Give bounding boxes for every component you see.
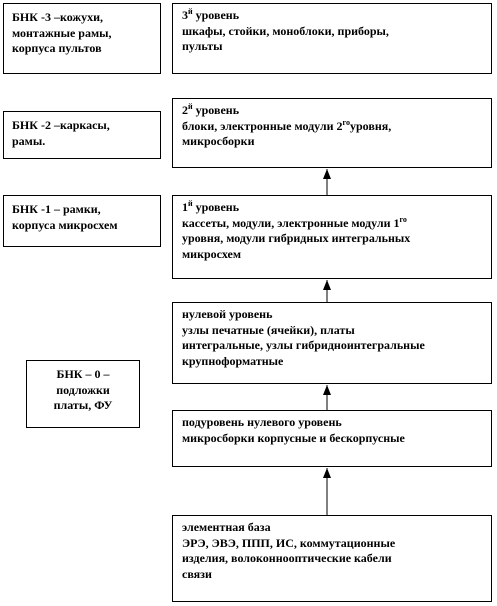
arrowhead-sublevel0-to-level0 [323,385,331,395]
level0-line-1: нулевой уровень [182,307,273,321]
bnk1-line-2: корпуса микросхем [12,217,118,232]
sublevel0-line-2: микросборки корпусные и бескорпусные [182,430,405,445]
level1-line-3: микросхем [182,246,242,261]
base-line-2: ЭРЭ, ЭВЭ, ППП, ИС, коммутационные [182,535,396,550]
level3-line-2: пульты [182,39,223,53]
sublevel0-line-1: подуровень нулевого уровень [182,415,342,429]
level2-title: $2^й$ уровень [182,102,240,117]
arrowhead-level0-to-level1 [323,280,331,290]
level3-line-1: шкафы, стойки, моноблоки, приборы, [182,23,389,38]
base-line-3: изделия, волоконнооптические кабели [182,551,392,565]
level0-line-2: узлы печатные (ячейки), платы [182,322,355,337]
level2-line-1: блоки, электронные модули $2^{го}уровня$, [182,117,392,133]
bnk0-line-1: БНК – 0 – [56,367,110,381]
level1-line-1: кассеты, модули, электронные модули $1^{го}$ [182,214,407,230]
level1-line-2: уровня, модули гибридных интегральных [182,231,411,245]
bnk0-line-2: подложки [56,382,110,397]
base-line-1: элементная база [182,520,271,534]
level3-title: $3^й$ уровень [182,7,240,22]
bnk2-line-1: БНК -2 –каркасы, [12,118,110,132]
level2-line-2: микросборки [182,134,255,148]
bnk2-line-2: рамы. [12,133,46,148]
arrowhead-base-to-sublevel0 [323,468,331,478]
level0-line-4: крупноформатные [182,353,284,368]
bnk0-line-3: платы, ФУ [53,398,113,412]
bnk3-line-3: корпуса пультов [12,41,102,55]
base-line-4: связи [182,566,212,581]
level0-line-3: интегральные, узлы гибридноинтегральные [182,338,425,352]
bnk3-line-1: БНК -3 –кожухи, [12,10,104,24]
level1-title: $1^й$ уровень [182,199,240,214]
bnk3-line-2: монтажные рамы, [12,25,112,40]
arrowhead-level1-to-level2 [323,169,331,179]
bnk1-line-1: БНК -1 – рамки, [12,202,101,216]
